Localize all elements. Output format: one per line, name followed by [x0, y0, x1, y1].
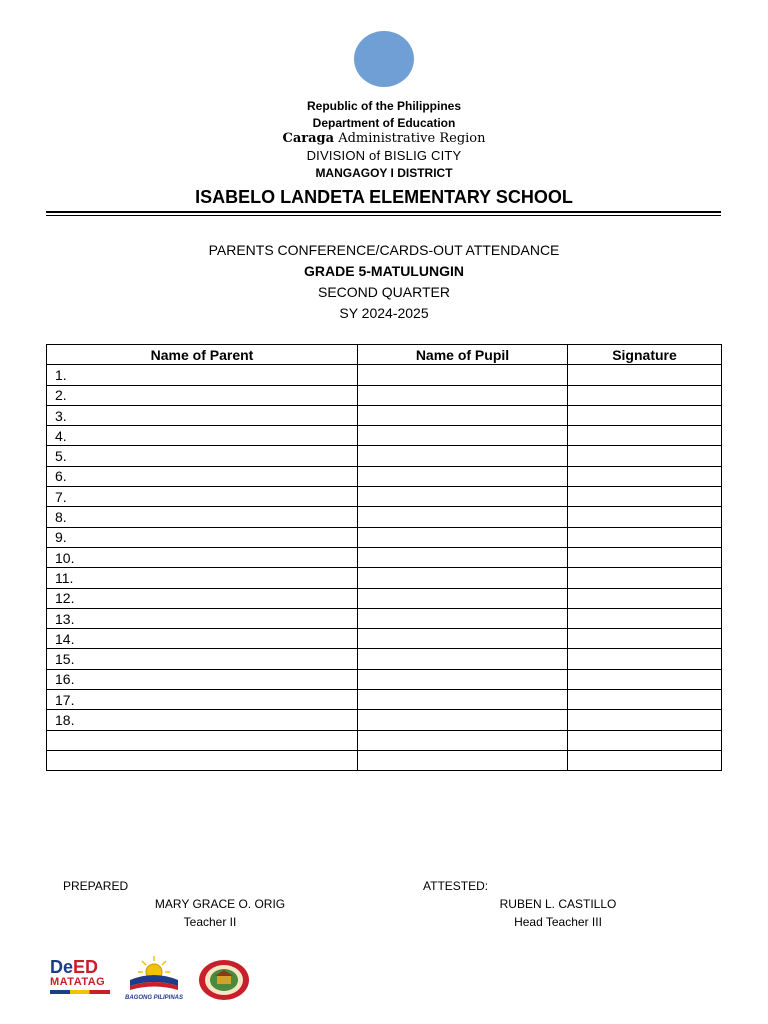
col-header-pupil: Name of Pupil	[358, 345, 568, 365]
header-division: DIVISION of BISLIG CITY	[306, 148, 462, 163]
header-region-rest: Administrative Region	[334, 131, 486, 146]
cell-signature	[568, 466, 722, 486]
cell-signature	[568, 669, 722, 689]
table-row	[47, 710, 722, 730]
doc-title: PARENTS CONFERENCE/CARDS-OUT ATTENDANCE	[208, 242, 560, 258]
cell-parent-name: 6.	[47, 466, 358, 486]
cell-parent-name	[47, 750, 358, 770]
cell-parent-name: 14.	[47, 629, 358, 649]
cell-pupil-name	[358, 405, 568, 425]
table-row	[47, 487, 722, 507]
table-row	[47, 446, 722, 466]
header-region	[0, 132, 768, 145]
cell-pupil-name	[358, 608, 568, 628]
cell-signature	[568, 730, 722, 750]
table-row	[47, 527, 722, 547]
bagong-pilipinas-logo	[120, 952, 188, 1002]
cell-signature	[568, 385, 722, 405]
table-row	[47, 507, 722, 527]
deped-matatag-logo	[50, 958, 118, 1004]
cell-pupil-name	[358, 426, 568, 446]
cell-parent-name: 5.	[47, 446, 358, 466]
cell-pupil-name	[358, 649, 568, 669]
cell-pupil-name	[358, 588, 568, 608]
table-row	[47, 466, 722, 486]
table-row	[47, 629, 722, 649]
doc-quarter: SECOND QUARTER	[318, 284, 450, 300]
cell-pupil-name	[358, 507, 568, 527]
cell-parent-name: 16.	[47, 669, 358, 689]
cell-signature	[568, 365, 722, 385]
header-rule-thin	[46, 215, 721, 216]
attested-role: Head Teacher III	[514, 915, 602, 929]
table-header-row	[47, 345, 722, 365]
table-row	[47, 405, 722, 425]
cell-pupil-name	[358, 568, 568, 588]
table-row	[47, 649, 722, 669]
cell-pupil-name	[358, 750, 568, 770]
cell-signature	[568, 527, 722, 547]
cell-pupil-name	[358, 385, 568, 405]
table-row	[47, 547, 722, 567]
cell-pupil-name	[358, 527, 568, 547]
table-row	[47, 750, 722, 770]
bagong-pilipinas-text: BAGONG PILIPINAS	[124, 995, 184, 1001]
cell-parent-name: 9.	[47, 527, 358, 547]
deped-logo-text-ed: ED	[73, 957, 99, 977]
header-district: MANGAGOY I DISTRICT	[315, 166, 453, 180]
cell-parent-name: 13.	[47, 608, 358, 628]
cell-signature	[568, 568, 722, 588]
cell-signature	[568, 426, 722, 446]
cell-signature	[568, 446, 722, 466]
col-header-signature: Signature	[568, 345, 722, 365]
cell-parent-name: 4.	[47, 426, 358, 446]
cell-pupil-name	[358, 629, 568, 649]
table-row	[47, 730, 722, 750]
attested-name: RUBEN L. CASTILLO	[499, 897, 617, 911]
cell-signature	[568, 649, 722, 669]
cell-parent-name: 11.	[47, 568, 358, 588]
cell-parent-name: 7.	[47, 487, 358, 507]
cell-parent-name: 3.	[47, 405, 358, 425]
header-rule-thick	[46, 211, 721, 213]
cell-pupil-name	[358, 446, 568, 466]
cell-parent-name: 10.	[47, 547, 358, 567]
cell-parent-name: 15.	[47, 649, 358, 669]
cell-signature	[568, 750, 722, 770]
matatag-text: MATATAG	[50, 976, 106, 988]
cell-pupil-name	[358, 710, 568, 730]
header-department: Department of Education	[312, 116, 456, 130]
cell-signature	[568, 710, 722, 730]
cell-parent-name: 18.	[47, 710, 358, 730]
cell-signature	[568, 487, 722, 507]
school-name: ISABELO LANDETA ELEMENTARY SCHOOL	[195, 187, 573, 207]
deped-tricolor-bar	[50, 990, 110, 994]
cell-parent-name: 8.	[47, 507, 358, 527]
cell-pupil-name	[358, 669, 568, 689]
deped-seal-placeholder	[354, 31, 414, 87]
cell-pupil-name	[358, 365, 568, 385]
attendance-table	[46, 344, 722, 771]
table-row	[47, 690, 722, 710]
cell-parent-name	[47, 730, 358, 750]
table-row	[47, 426, 722, 446]
table-row	[47, 365, 722, 385]
cell-signature	[568, 507, 722, 527]
cell-pupil-name	[358, 487, 568, 507]
cell-signature	[568, 690, 722, 710]
attested-label: ATTESTED:	[423, 879, 489, 893]
cell-pupil-name	[358, 466, 568, 486]
prepared-role: Teacher II	[183, 915, 237, 929]
cell-pupil-name	[358, 730, 568, 750]
school-seal-logo	[197, 958, 251, 1002]
cell-signature	[568, 405, 722, 425]
cell-pupil-name	[358, 547, 568, 567]
cell-parent-name: 2.	[47, 385, 358, 405]
prepared-label: PREPARED	[63, 879, 129, 893]
doc-school-year: SY 2024-2025	[339, 305, 429, 321]
cell-parent-name: 1.	[47, 365, 358, 385]
header-republic: Republic of the Philippines	[306, 99, 461, 113]
cell-parent-name: 17.	[47, 690, 358, 710]
cell-signature	[568, 547, 722, 567]
cell-signature	[568, 588, 722, 608]
table-row	[47, 608, 722, 628]
cell-pupil-name	[358, 690, 568, 710]
table-row	[47, 568, 722, 588]
table-row	[47, 588, 722, 608]
deped-logo-text-de: De	[50, 957, 74, 977]
header-region-bold: Caraga	[282, 131, 335, 146]
table-row	[47, 669, 722, 689]
doc-grade-section: GRADE 5-MATULUNGIN	[304, 263, 464, 279]
cell-parent-name: 12.	[47, 588, 358, 608]
prepared-name: MARY GRACE O. ORIG	[154, 897, 286, 911]
cell-signature	[568, 608, 722, 628]
table-row	[47, 385, 722, 405]
col-header-parent: Name of Parent	[47, 345, 358, 365]
cell-signature	[568, 629, 722, 649]
